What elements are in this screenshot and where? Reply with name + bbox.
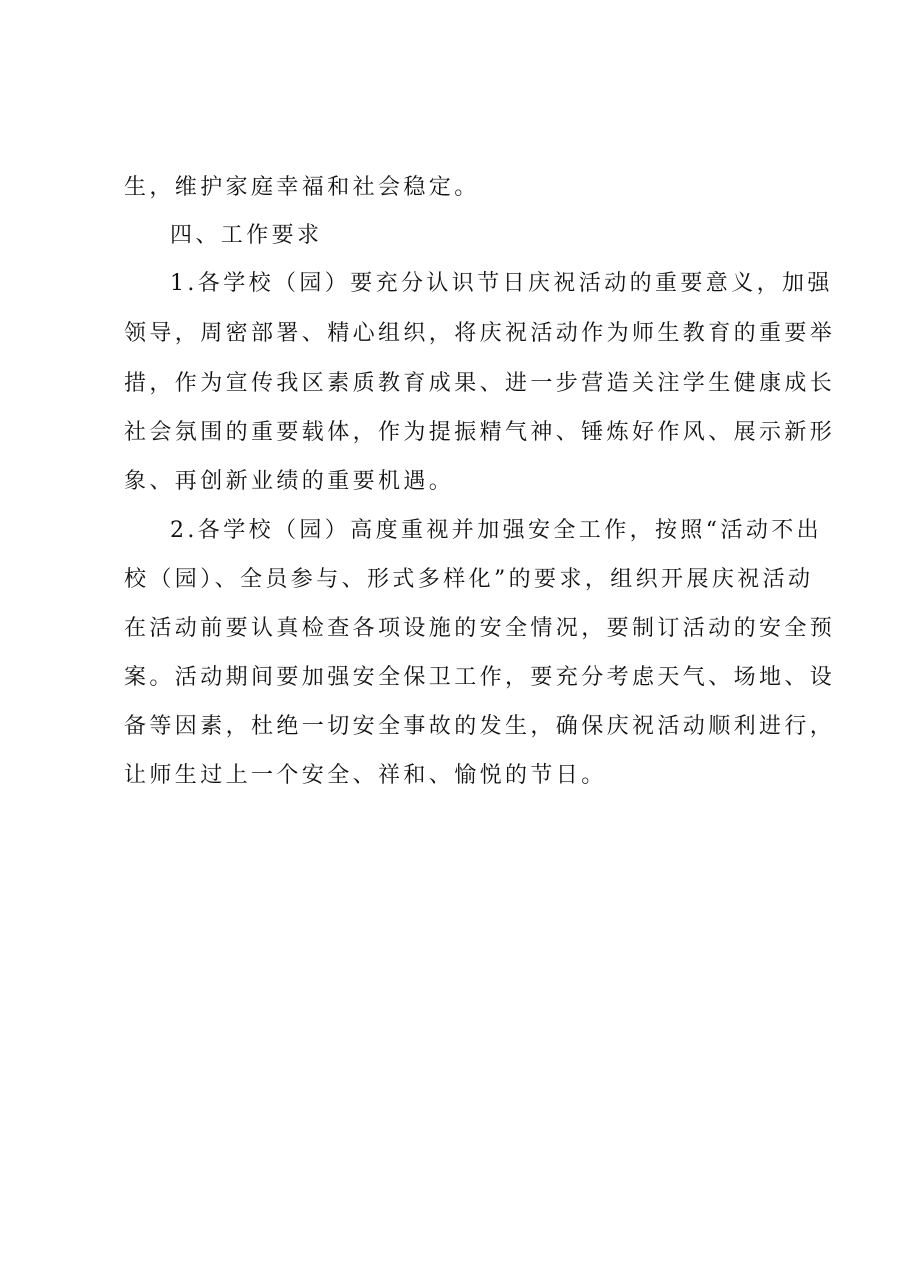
paragraph-line-continuation: 生，维护家庭幸福和社会稳定。 — [124, 175, 480, 200]
paragraph-line: 2.各学校（园）高度重视并加强安全工作，按照“活动不出 — [170, 518, 823, 543]
paragraph-line: 备等因素，杜绝一切安全事故的发生，确保庆祝活动顺利进行， — [124, 714, 836, 739]
paragraph-line: 校（园）、全员参与、形式多样化”的要求，组织开展庆祝活动 — [124, 567, 814, 592]
section-heading: 四、工作要求 — [170, 223, 323, 248]
paragraph-line: 象、再创新业绩的重要机遇。 — [124, 469, 455, 494]
paragraph-line: 案。活动期间要加强安全保卫工作，要充分考虑天气、场地、设 — [124, 665, 836, 690]
paragraph-line: 在活动前要认真检查各项设施的安全情况，要制订活动的安全预 — [124, 616, 836, 641]
paragraph-line: 让师生过上一个安全、祥和、愉悦的节日。 — [124, 763, 607, 788]
paragraph-line: 措，作为宣传我区素质教育成果、进一步营造关注学生健康成长 — [124, 371, 836, 396]
paragraph-line: 领导，周密部署、精心组织，将庆祝活动作为师生教育的重要举 — [124, 321, 836, 346]
paragraph-line: 1.各学校（园）要充分认识节日庆祝活动的重要意义，加强 — [170, 271, 833, 296]
paragraph-line: 社会氛围的重要载体，作为提振精气神、锤炼好作风、展示新形 — [124, 420, 836, 445]
